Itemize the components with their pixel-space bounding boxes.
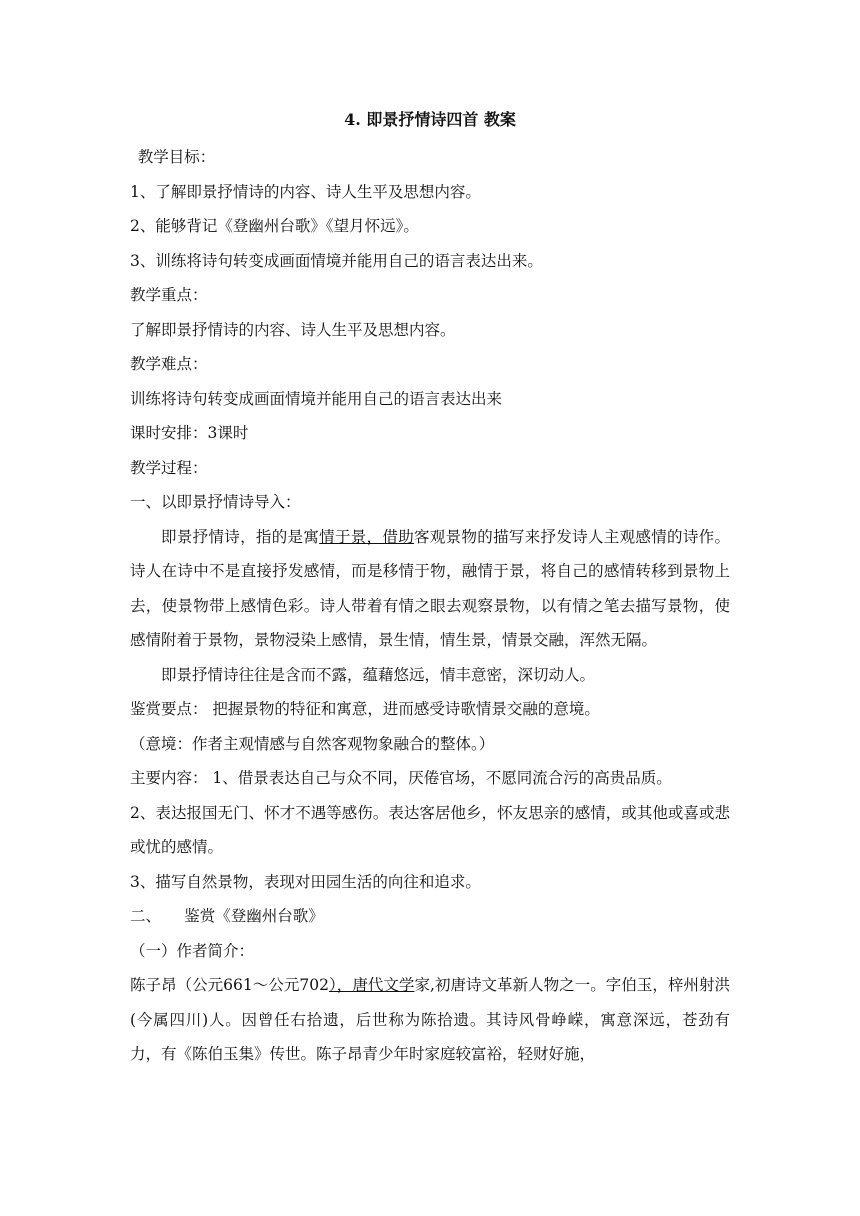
author-underlined: ），唐代文学 <box>328 976 415 994</box>
section-1-heading: 一、以即景抒情诗导入： <box>130 493 301 511</box>
process-heading: 教学过程： <box>130 458 208 477</box>
objectives-heading: 教学目标： <box>137 148 216 166</box>
objective-1: 1、了解即景抒情诗的内容、诗人生平及思想内容。 <box>130 182 481 201</box>
document-title: 4. 即景抒情诗四首 教案 <box>344 110 516 129</box>
author-paragraph <box>130 968 730 1072</box>
author-heading: （一）作者简介： <box>130 941 255 960</box>
intro-part-b: 客观景物的描写来抒发诗人主观感情的诗作。诗人在诗中不是直接抒发感情，而是移情于物，融情于景，将自己的感情转移到景物上去，使景物带上感情色彩。诗人带着有情之眼去观察景物，以有情之笔去描写景物，使感情附着于景物，景物浸染上感情，景生情，情生景，情景交融，浑然无隔。 <box>130 527 730 649</box>
document-page <box>130 100 730 1072</box>
difficulty-text: 训练将诗句转变成画面情境并能用自己的语言表达出来 <box>130 389 503 408</box>
key-points-heading: 教学重点： <box>130 286 208 304</box>
author-part-a: 陈子昂（公元661～公元702 <box>130 976 329 994</box>
intro-part-a: 即景抒情诗，指的是寓 <box>161 527 320 546</box>
schedule-text: 课时安排：3课时 <box>130 424 249 442</box>
section-2-number: 二、 <box>130 907 162 925</box>
section-2-heading <box>130 899 730 934</box>
intro-paragraph <box>130 520 730 658</box>
appreciation-points: 鉴赏要点： 把握景物的特征和寓意，进而感受诗歌情景交融的意境。 <box>130 700 600 718</box>
main-content-2: 2、表达报国无门、怀才不遇等感伤。表达客居他乡，怀友思亲的感情，或其他或喜或悲或忧的感情。 <box>130 803 730 856</box>
intro-underlined: 情于景，借助 <box>319 527 415 546</box>
section-2-title: 鉴赏《登幽州台歌》 <box>184 907 324 925</box>
main-content-3: 3、描写自然景物，表现对田园生活的向往和追求。 <box>130 872 481 891</box>
objective-2: 2、能够背记《登幽州台歌》《望月怀远》。 <box>130 217 419 235</box>
objective-3: 3、训练将诗句转变成画面情境并能用自己的语言表达出来。 <box>130 251 543 270</box>
intro-paragraph-2: 即景抒情诗往往是含而不露，蕴藉悠远，情丰意密，深切动人。 <box>161 665 596 684</box>
key-points-text: 了解即景抒情诗的内容、诗人生平及思想内容。 <box>130 320 456 339</box>
difficulty-heading: 教学难点： <box>130 355 208 373</box>
author-part-b: 家,初唐诗文革新人物之一。字伯玉，梓州射洪(今属四川)人。因曾任右拾遗，后世称为陈拾遗。其诗风骨峥嵘，寓意深远，苍劲有力，有《陈伯玉集》传世。陈子昂青少年时家庭较富裕，轻财好施， <box>130 976 730 1063</box>
yijing-note: （意境：作者主观情感与自然客观物象融合的整体。） <box>130 734 495 753</box>
main-content-1: 主要内容： 1、借景表达自己与众不同，厌倦官场，不愿同流合污的高贵品质。 <box>130 769 672 787</box>
